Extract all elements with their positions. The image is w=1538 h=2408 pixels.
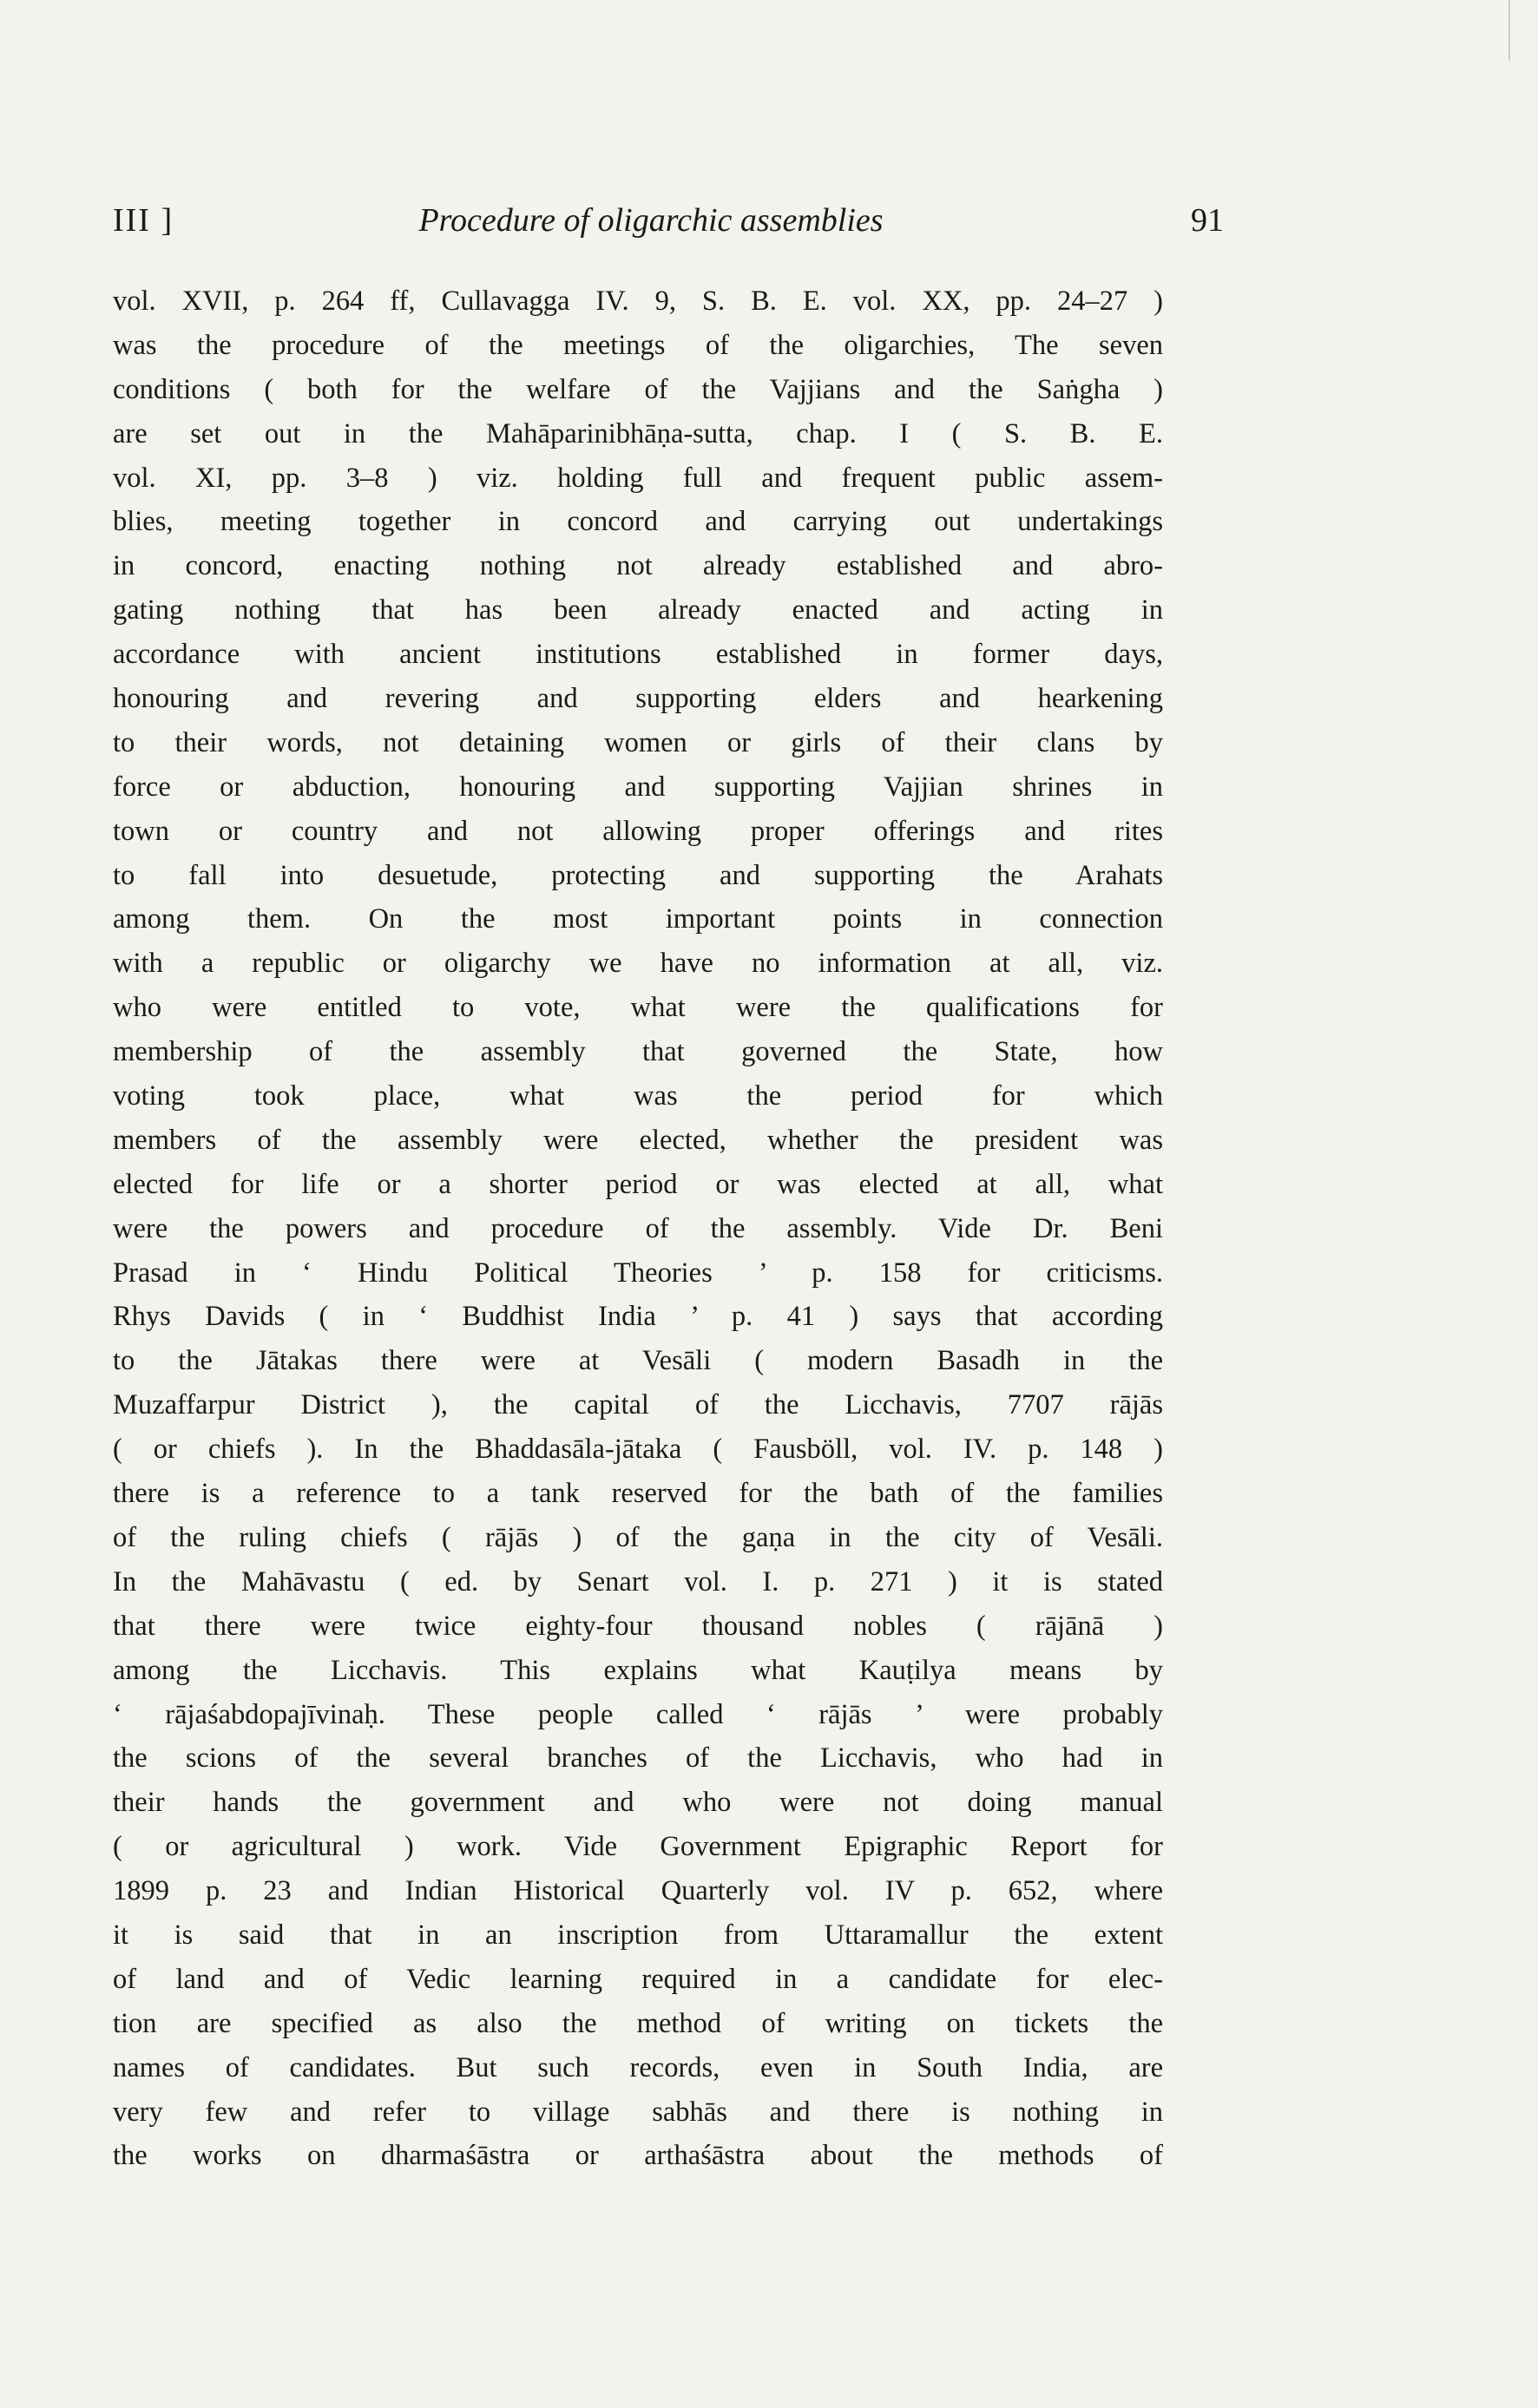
- text-line: were the powers and procedure of the assembly. Vide Dr. Beni: [113, 1212, 1163, 1244]
- text-line: accordance with ancient institutions established in former days,: [113, 639, 1163, 671]
- text-line: Muzaffarpur District ), the capital of the Licchavis, 7707 rājās: [113, 1389, 1163, 1421]
- text-line: of the ruling chiefs ( rājās ) of the gaṇa in the city of Vesāli.: [113, 1521, 1163, 1553]
- text-line: Prasad in ‘ Hindu Political Theories ’ p. 158 for criticisms.: [113, 1256, 1163, 1289]
- text-line: elected for life or a shorter period or was elected at all, what: [113, 1168, 1163, 1200]
- text-line: among the Licchavis. This explains what Kauṭilya means by: [113, 1654, 1163, 1686]
- running-header: [113, 201, 1224, 253]
- text-line: tion are specified as also the method of writing on tickets the: [113, 2007, 1163, 2039]
- text-line: membership of the assembly that governed the State, how: [113, 1036, 1163, 1068]
- text-line: vol. XVII, p. 264 ff, Cullavagga IV. 9, S. B. E. vol. XX, pp. 24–27 ): [113, 285, 1163, 317]
- text-line: very few and refer to village sabhās and there is nothing in: [113, 2096, 1163, 2128]
- text-line: ‘ rājaśabdopajīvinaḥ. These people called ‘ rājās ’ were probably: [113, 1698, 1163, 1730]
- text-line: was the procedure of the meetings of the oligarchies, The seven: [113, 329, 1163, 361]
- text-line: of land and of Vedic learning required in a candidate for elec-: [113, 1963, 1163, 1995]
- text-line: Rhys Davids ( in ‘ Buddhist India ’ p. 41 ) says that according: [113, 1301, 1163, 1333]
- text-line: voting took place, what was the period for which: [113, 1080, 1163, 1112]
- text-line: In the Mahāvastu ( ed. by Senart vol. I. p. 271 ) it is stated: [113, 1565, 1163, 1598]
- text-line: ( or agricultural ) work. Vide Government Epigraphic Report for: [113, 1831, 1163, 1863]
- footnote-body: [113, 279, 1163, 2178]
- text-line: honouring and revering and supporting elders and hearkening: [113, 683, 1163, 715]
- text-line: to fall into desuetude, protecting and supporting the Arahats: [113, 859, 1163, 891]
- chapter-number: III ]: [113, 202, 174, 239]
- text-line: with a republic or oligarchy we have no information at all, viz.: [113, 948, 1163, 980]
- text-line: their hands the government and who were not doing manual: [113, 1787, 1163, 1819]
- text-line: vol. XI, pp. 3–8 ) viz. holding full and frequent public assem-: [113, 462, 1163, 494]
- text-line: to their words, not detaining women or girls of their clans by: [113, 726, 1163, 758]
- text-line: members of the assembly were elected, whether the president was: [113, 1124, 1163, 1156]
- text-line: it is said that in an inscription from Uttaramallur the extent: [113, 1919, 1163, 1951]
- page-number: 91: [1191, 202, 1224, 239]
- text-line: conditions ( both for the welfare of the Vajjians and the Saṅgha ): [113, 373, 1163, 405]
- page-edge-mark: [1508, 0, 1510, 61]
- text-line: blies, meeting together in concord and carrying out undertakings: [113, 506, 1163, 538]
- text-line: the scions of the several branches of the Licchavis, who had in: [113, 1742, 1163, 1775]
- text-line: gating nothing that has been already enacted and acting in: [113, 594, 1163, 627]
- text-line: the works on dharmaśāstra or arthaśāstra about the methods of: [113, 2140, 1163, 2172]
- text-line: force or abduction, honouring and supporting Vajjian shrines in: [113, 771, 1163, 803]
- text-line: town or country and not allowing proper offerings and rites: [113, 815, 1163, 847]
- text-line: there is a reference to a tank reserved for the bath of the families: [113, 1478, 1163, 1510]
- text-line: ( or chiefs ). In the Bhaddasāla-jātaka ( Fausböll, vol. IV. p. 148 ): [113, 1434, 1163, 1466]
- running-title: Procedure of oligarchic assemblies: [418, 202, 884, 239]
- text-line: that there were twice eighty-four thousand nobles ( rājānā ): [113, 1610, 1163, 1642]
- text-line: in concord, enacting nothing not already established and abro-: [113, 550, 1163, 582]
- text-line: who were entitled to vote, what were the qualifications for: [113, 992, 1163, 1024]
- text-line: among them. On the most important points in connection: [113, 903, 1163, 935]
- text-line: 1899 p. 23 and Indian Historical Quarterly vol. IV p. 652, where: [113, 1875, 1163, 1907]
- text-line: names of candidates. But such records, even in South India, are: [113, 2051, 1163, 2083]
- text-line: are set out in the Mahāparinibhāṇa-sutta, chap. I ( S. B. E.: [113, 417, 1163, 449]
- text-line: to the Jātakas there were at Vesāli ( modern Basadh in the: [113, 1345, 1163, 1377]
